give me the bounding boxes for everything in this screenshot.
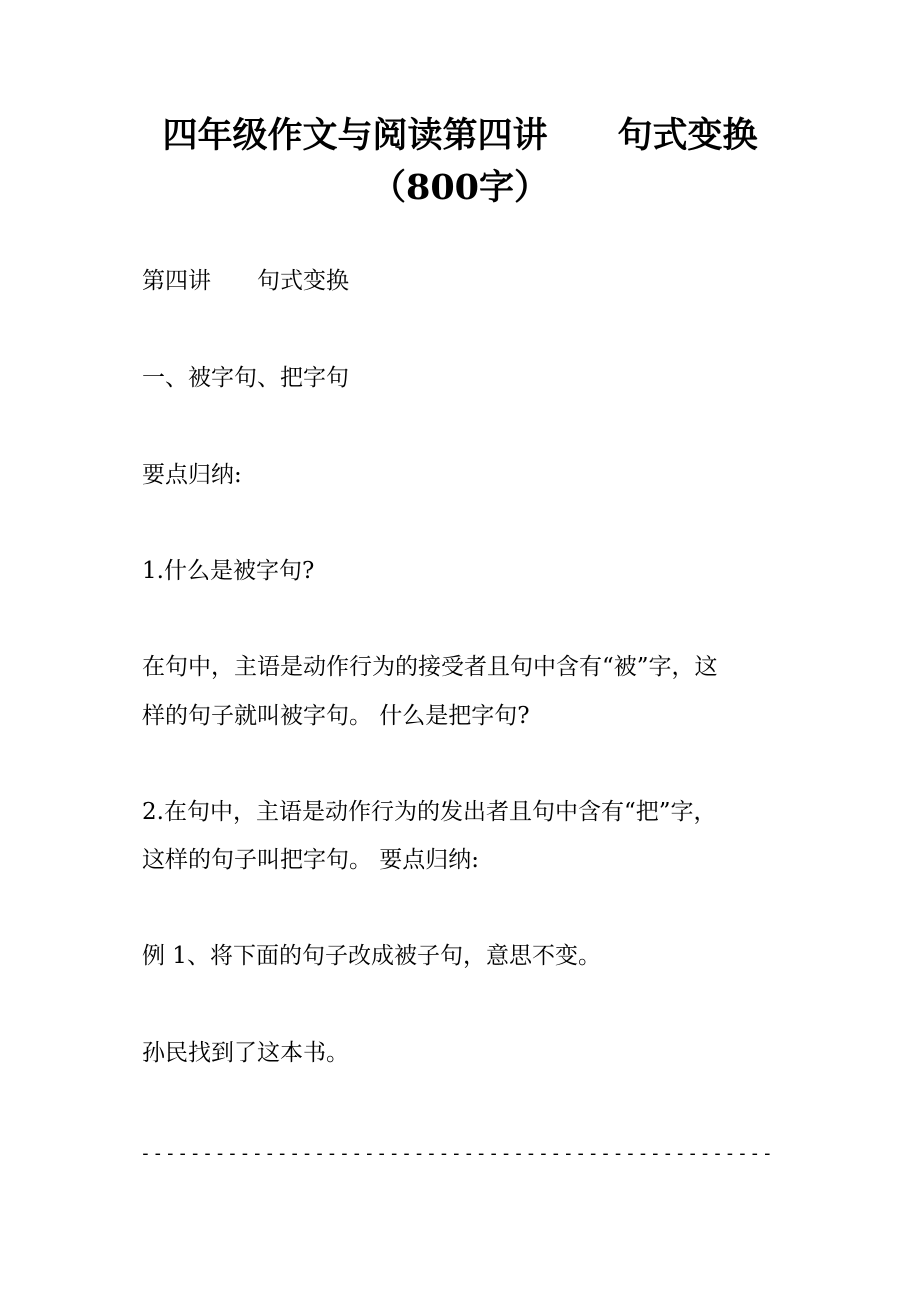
example-sentence: 孙民找到了这本书。 bbox=[142, 1040, 349, 1066]
answer-line: --------------------------------------------------- bbox=[140, 1143, 775, 1164]
paragraph-two-line-one: 2.在句中，主语是动作行为的发出者且句中含有“把”字， bbox=[142, 799, 717, 825]
section-heading: 一、被字句、把字句 bbox=[142, 365, 349, 391]
paragraph-one-line-two: 样的句子就叫被字句。 什么是把字句? bbox=[142, 703, 530, 729]
paragraph-two-line-two: 这样的句子叫把字句。 要点归纳: bbox=[142, 847, 480, 873]
example-instruction: 例 1、将下面的句子改成被子句，意思不变。 bbox=[142, 943, 601, 969]
document-title: 四年级作文与阅读第四讲 句式变换（800字） bbox=[162, 115, 758, 208]
summary-label: 要点归纳: bbox=[142, 462, 242, 488]
lesson-heading: 第四讲 句式变换 bbox=[142, 268, 349, 294]
paragraph-one-line-one: 在句中，主语是动作行为的接受者且句中含有“被”字，这 bbox=[142, 654, 718, 680]
question-one: 1.什么是被字句? bbox=[142, 558, 315, 584]
